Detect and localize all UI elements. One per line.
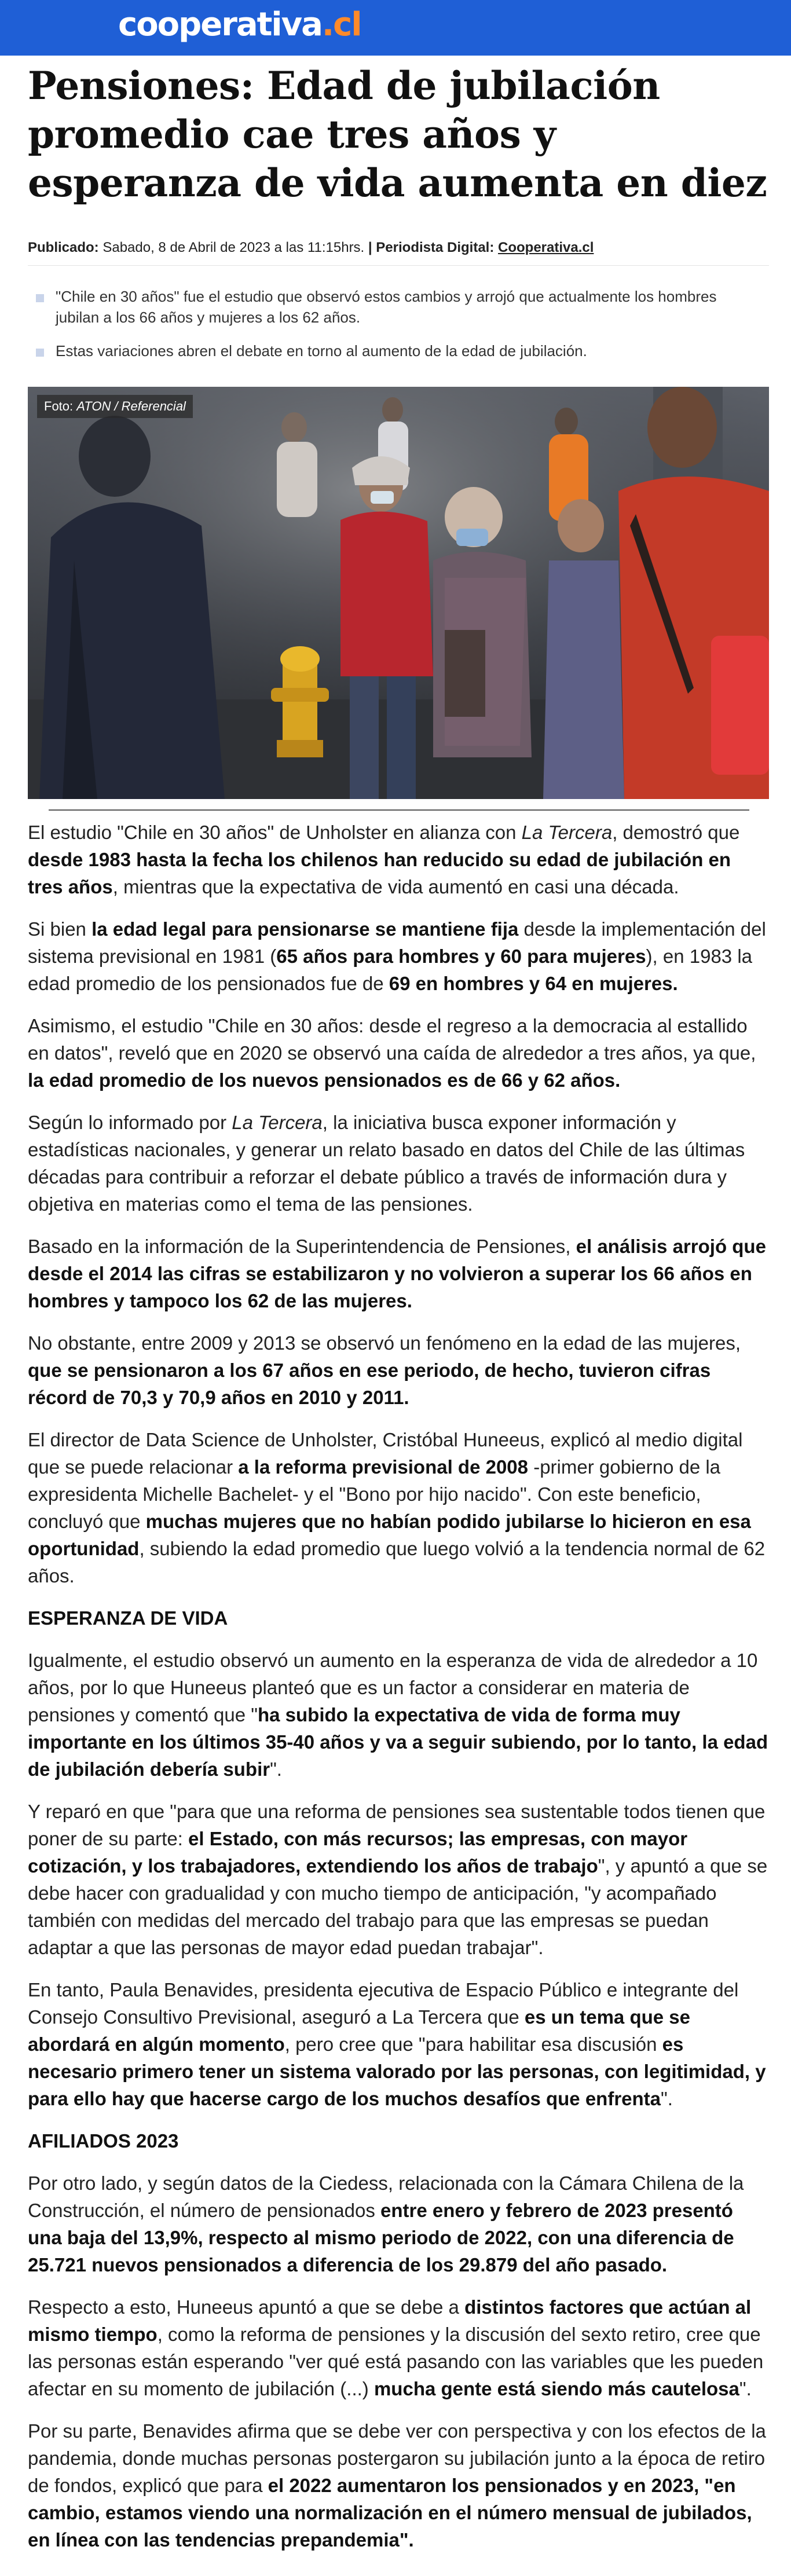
- article-paragraph: [28, 1329, 769, 1411]
- article-photo: [28, 387, 769, 799]
- article-paragraph: [28, 1012, 769, 1094]
- bold-text: 65 años para hombres y 60 para mujeres: [276, 946, 646, 967]
- bold-text: es necesario primero tener un sistema valorado por las personas, con legitimidad, y para ello hay que hacerse cargo de los muchos desafíos que enfrenta: [28, 2033, 766, 2109]
- article-paragraph: [28, 2170, 769, 2278]
- text-segment: -primer gobierno de la expresidenta Michelle Bachelet- y el "Bono por hijo nacido". Con este beneficio, concluyó que: [28, 1456, 721, 1532]
- text-segment: Asimismo, el estudio "Chile en 30 años: desde el regreso a la democracia al estallido en datos", reveló que en 2020 se observó una caída de alrededor a tres años, ya que,: [28, 1015, 756, 1064]
- text-segment: El estudio "Chile en 30 años" de Unholster en alianza con: [28, 822, 522, 843]
- text-segment: ", y apuntó a que se debe hacer con gradualidad y con mucho tiempo de anticipación, "y acompañado también con medidas del mercado del trabajo para que las empresas se puedan adaptar a que las personas de mayor edad puedan trabajar".: [28, 1855, 768, 1958]
- bold-text: la edad promedio de los nuevos pensionados es de 66 y 62 años.: [28, 1069, 621, 1091]
- article-paragraph: [28, 915, 769, 997]
- article-title: Pensiones: Edad de jubilación promedio cae tres años y esperanza de vida aumenta en diez: [28, 63, 767, 206]
- bold-text: desde 1983 hasta la fecha los chilenos han reducido su edad de jubilación en tres años: [28, 849, 731, 897]
- bullet-square-icon: [36, 294, 44, 302]
- text-segment: Y reparó en que "para que una reforma de pensiones sea sustentable todos tienen que poner de su parte:: [28, 1801, 766, 1849]
- italic-text: La Tercera: [232, 1112, 323, 1133]
- article-meta: [28, 239, 769, 257]
- text-segment: , pero cree que "para habilitar esa discusión: [284, 2033, 662, 2055]
- text-segment: , la iniciativa busca exponer información y estadísticas nacionales, y generar un relato basado en datos del Chile de las últimas décadas para contribuir a reforzar el debate público a través de información dura y objetiva en materias como el tema de las pensiones.: [28, 1112, 745, 1215]
- section-heading: ESPERANZA DE VIDA: [28, 1607, 228, 1629]
- text-segment: ), en 1983 la edad promedio de los pensionados fue de: [28, 946, 753, 994]
- meta-separator: |: [364, 240, 376, 255]
- meta-divider: [28, 265, 769, 266]
- article-paragraph: [28, 1233, 769, 1314]
- summary-text: Estas variaciones abren el debate en torno al aumento de la edad de jubilación.: [56, 342, 587, 360]
- text-segment: ".: [661, 2088, 673, 2109]
- summary-text: "Chile en 30 años" fue el estudio que observó estos cambios y arrojó que actualmente los hombres jubilan a los 66 años y mujeres a los 62 años.: [56, 288, 717, 326]
- article-paragraph: [28, 1647, 769, 1783]
- text-segment: Respecto a esto, Huneeus apuntó a que se debe a: [28, 2296, 465, 2318]
- article-paragraph: [28, 2293, 769, 2402]
- bold-text: que se pensionaron a los 67 años en ese periodo, de hecho, tuvieron cifras récord de 70,3 y 70,9 años en 2010 y 2011.: [28, 1360, 711, 1408]
- bold-text: la edad legal para pensionarse se mantiene fija: [91, 918, 519, 940]
- article-paragraph: [28, 1426, 769, 1589]
- photo-credit-text: ATON / Referencial: [76, 399, 186, 413]
- text-segment: Si bien: [28, 918, 92, 940]
- photo-credit-prefix: Foto:: [44, 399, 77, 413]
- text-segment: desde la implementación del sistema previsional en 1981 (: [28, 918, 766, 967]
- journalist-label: Periodista Digital:: [376, 240, 495, 255]
- text-segment: Según lo informado por: [28, 1112, 232, 1133]
- article-body: [28, 819, 769, 2568]
- logo-dot: .: [321, 6, 334, 43]
- bullet-square-icon: [36, 349, 44, 357]
- text-segment: Igualmente, el estudio observó un aumento en la esperanza de vida de alrededor a 10 años, por lo que Huneeus planteó que es un factor a considerar en materia de pensiones y comentó que ": [28, 1650, 758, 1725]
- bold-text: el análisis arrojó que desde el 2014 las cifras se estabilizaron y no volvieron a superar los 66 años en hombres y tampoco los 62 de las mujeres.: [28, 1236, 766, 1311]
- bold-text: 69 en hombres y 64 en mujeres.: [389, 973, 678, 994]
- text-segment: Basado en la información de la Superintendencia de Pensiones,: [28, 1236, 576, 1257]
- logo-tld: cl: [333, 6, 361, 43]
- text-segment: En tanto, Paula Benavides, presidenta ejecutiva de Espacio Público e integrante del Consejo Consultivo Previsional, aseguró a La Tercera que: [28, 1979, 739, 2028]
- bold-text: mucha gente está siendo más cautelosa: [373, 2378, 739, 2399]
- site-header: [0, 0, 791, 56]
- text-segment: , subiendo la edad promedio que luego volvió a la tendencia normal de 62 años.: [28, 1538, 766, 1586]
- photo-divider: [49, 809, 749, 811]
- published-label: Publicado:: [28, 240, 99, 255]
- bold-text: distintos factores que actúan al mismo tiempo: [28, 2296, 752, 2345]
- section-heading: AFILIADOS 2023: [28, 2130, 179, 2152]
- text-segment: El director de Data Science de Unholster, Cristóbal Huneeus, explicó al medio digital que se puede relacionar: [28, 1429, 743, 1478]
- text-segment: ".: [739, 2378, 752, 2399]
- article-paragraph: [28, 1976, 769, 2112]
- bold-text: entre enero y febrero de 2023 presentó una baja del 13,9%, respecto al mismo periodo de 2022, con una diferencia de 25.721 nuevos pensionados a diferencia de los 29.879 del año pasado.: [28, 2200, 734, 2275]
- text-segment: Por otro lado, y según datos de la Ciedess, relacionada con la Cámara Chilena de la Construcción, el número de pensionados: [28, 2172, 744, 2221]
- bold-text: es un tema que se abordará en algún momento: [28, 2006, 690, 2055]
- article-summary: [35, 286, 753, 374]
- text-segment: ".: [270, 1758, 282, 1780]
- article-paragraph: [28, 1109, 769, 1218]
- journalist-link[interactable]: Cooperativa.cl: [498, 240, 594, 255]
- published-date: Sabado, 8 de Abril de 2023 a las 11:15hrs.: [98, 240, 365, 255]
- text-segment: , mientras que la expectativa de vida aumentó en casi una década.: [112, 876, 679, 897]
- bold-text: el Estado, con más recursos; las empresas, con mayor cotización, y los trabajadores, extendiendo los años de trabajo: [28, 1828, 688, 1877]
- summary-item: [35, 340, 753, 361]
- italic-text: La Tercera: [521, 822, 613, 843]
- text-segment: , demostró que: [612, 822, 740, 843]
- article-paragraph: [28, 1798, 769, 1961]
- text-segment: , como la reforma de pensiones y la discusión del sexto retiro, cree que las personas están esperando "ver qué está pasando con las variables que les pueden afectar en su momento de jubilación (...): [28, 2324, 764, 2399]
- article-paragraph: [28, 2417, 769, 2553]
- text-segment: Por su parte, Benavides afirma que se debe ver con perspectiva y con los efectos de la pandemia, donde muchas personas postergaron su jubilación junto a la época de retiro de fondos, explicó que para: [28, 2420, 766, 2496]
- photo-credit: [37, 395, 193, 418]
- bold-text: a la reforma previsional de 2008: [238, 1456, 529, 1478]
- site-logo[interactable]: [118, 4, 361, 46]
- text-segment: No obstante, entre 2009 y 2013 se observó un fenómeno en la edad de las mujeres,: [28, 1332, 741, 1354]
- bold-text: muchas mujeres que no habían podido jubilarse lo hicieron en esa oportunidad: [28, 1511, 751, 1559]
- bold-text: el 2022 aumentaron los pensionados y en 2023, "en cambio, estamos viendo una normalización en el número mensual de jubilados, en línea con las tendencias prepandemia".: [28, 2475, 752, 2551]
- bold-text: ha subido la expectativa de vida de forma muy importante en los últimos 35-40 años y va a seguir subiendo, por lo tanto, la edad de jubilación debería subir: [28, 1704, 768, 1780]
- article-paragraph: [28, 819, 769, 900]
- summary-item: [35, 286, 753, 328]
- street-crowd-photo: [28, 387, 769, 799]
- logo-main: cooperativa: [118, 6, 322, 43]
